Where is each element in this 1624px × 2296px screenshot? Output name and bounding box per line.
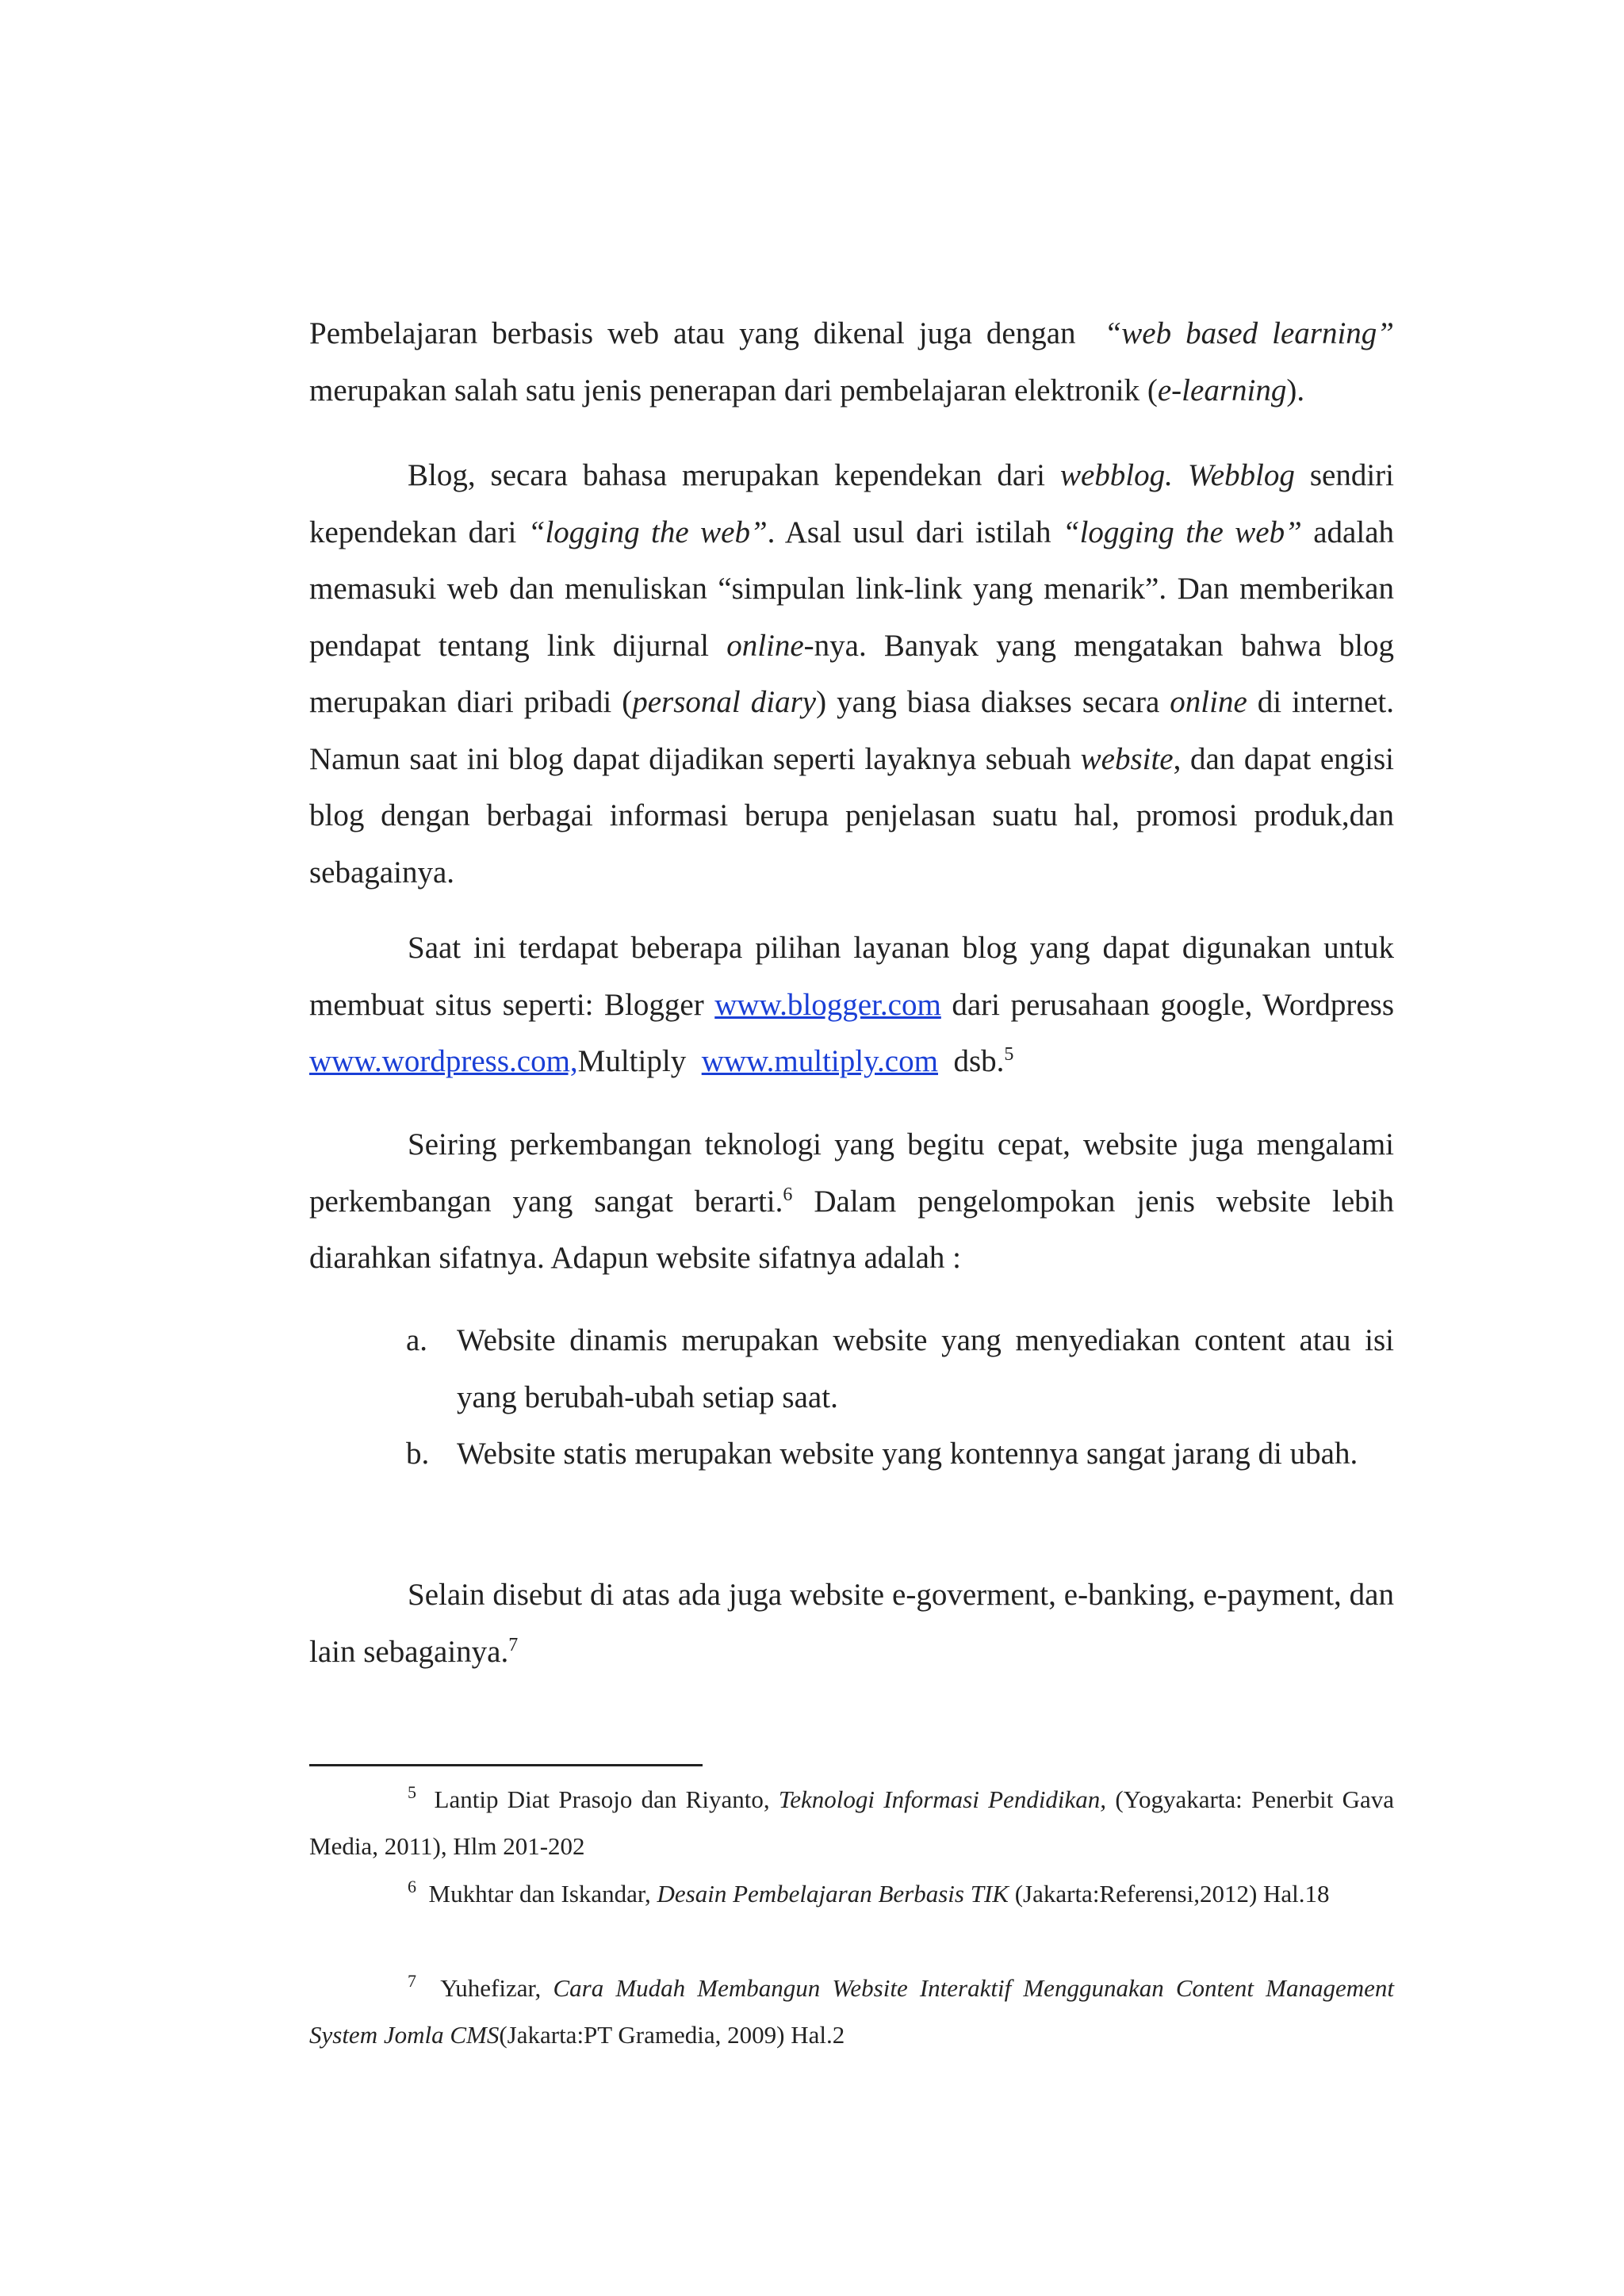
paragraph-other-websites <box>309 1567 1394 1680</box>
text: (Yogyakarta: Penerbit Gava Media, 2011), Hlm 201-202 <box>309 1785 1395 1860</box>
text: Dalam pengelompokan jenis website lebih diarahkan sifatnya. Adapun website sifatnya adalah : <box>309 1184 1394 1275</box>
link-blogger[interactable]: www.blogger.com <box>714 987 941 1022</box>
text: Yuhefizar, <box>440 1974 542 2002</box>
paragraph-3 <box>309 920 1394 1090</box>
italic-term: “web based learning” <box>1104 316 1394 350</box>
list-item <box>406 1312 1394 1425</box>
paragraph-web-based-learning <box>309 305 1394 419</box>
paragraph-5 <box>309 1567 1394 1680</box>
list-item <box>406 1425 1394 1483</box>
text: Saat ini terdapat beberapa pilihan layanan blog yang dapat digunakan untuk membuat situs seperti: Blogger <box>309 931 1394 1022</box>
italic-term: online <box>726 628 804 663</box>
text: merupakan salah satu jenis penerapan dari pembelajaran elektronik ( <box>309 373 1158 408</box>
text: sendiri kependekan dari <box>309 458 1394 549</box>
footnote-6 <box>309 1870 1394 1917</box>
italic-term: online <box>1170 685 1247 719</box>
website-types-list <box>406 1312 1394 1483</box>
footnote-number: 5 <box>408 1782 416 1802</box>
link-wordpress[interactable]: www.wordpress.com, <box>309 1044 578 1078</box>
text: Lantip Diat Prasojo dan Riyanto, <box>434 1785 770 1813</box>
text: , dan dapat engisi blog dengan berbagai informasi berupa penjelasan suatu hal, promosi produk,dan sebagainya. <box>309 741 1394 890</box>
footnote-ref-7: 7 <box>508 1634 519 1655</box>
text: (Jakarta:Referensi,2012) Hal.18 <box>1014 1880 1330 1908</box>
text: Selain disebut di atas ada juga website e-goverment, e-banking, e-payment, dan lain sebagainya. <box>309 1578 1394 1669</box>
list-marker: a. <box>406 1323 428 1357</box>
footnote-number: 7 <box>408 1971 416 1991</box>
text: -nya. Banyak yang mengatakan bahwa blog merupakan diari pribadi ( <box>309 628 1395 719</box>
italic-term: “logging the web” <box>1062 515 1302 549</box>
italic-title: Teknologi Informasi Pendidikan, <box>778 1785 1107 1813</box>
paragraph-4 <box>309 1116 1394 1287</box>
text: ). <box>1286 373 1305 408</box>
list-item-text: Website statis merupakan website yang kontennya sangat jarang di ubah. <box>457 1437 1358 1471</box>
footnote-ref-6: 6 <box>783 1184 793 1205</box>
text: . Asal usul dari istilah <box>767 515 1051 549</box>
paragraph-website-development <box>309 1116 1394 1287</box>
footnote-5 <box>309 1776 1394 1869</box>
list-item-text: Website dinamis merupakan website yang menyediakan content atau isi yang berubah-ubah setiap saat. <box>457 1323 1394 1414</box>
text: (Jakarta:PT Gramedia, 2009) Hal.2 <box>499 2021 845 2049</box>
text: Multiply <box>577 1044 687 1078</box>
italic-term: webblog. Webblog <box>1059 458 1295 492</box>
text: dsb. <box>953 1044 1005 1078</box>
text: Pembelajaran berbasis web atau yang dikenal juga dengan <box>309 316 1076 350</box>
text: Blog, secara bahasa merupakan kependekan dari <box>408 458 1046 492</box>
text: Mukhtar dan Iskandar, <box>428 1880 651 1908</box>
text: adalah memasuki web dan menuliskan “simpulan link-link yang menarik”. Dan memberikan pendapat tentang link dijurnal <box>309 515 1395 663</box>
footnote-separator <box>309 1764 703 1766</box>
footnote-7 <box>309 1965 1394 2058</box>
italic-term: website <box>1080 741 1174 776</box>
italic-term: “logging the web” <box>527 515 768 549</box>
footnote-number: 6 <box>408 1877 416 1896</box>
paragraph-blog-services <box>309 920 1394 1090</box>
italic-term: e-learning <box>1157 373 1287 408</box>
italic-term: personal diary <box>632 685 817 719</box>
paragraph-2 <box>309 447 1394 901</box>
text: dari perusahaan google, Wordpress <box>952 987 1394 1022</box>
paragraph-blog-definition <box>309 447 1394 901</box>
text: di internet. Namun saat ini blog dapat dijadikan seperti layaknya sebuah <box>309 685 1394 776</box>
italic-title: Desain Pembelajaran Berbasis TIK <box>657 1880 1009 1908</box>
text: Seiring perkembangan teknologi yang begitu cepat, website juga mengalami perkembangan yang sangat berarti. <box>309 1127 1394 1219</box>
italic-title: Cara Mudah Membangun Website Interaktif Menggunakan Content Management System Jomla CMS <box>309 1974 1395 2049</box>
link-multiply[interactable]: www.multiply.com <box>701 1044 938 1078</box>
text: ) yang biasa diakses secara <box>816 685 1160 719</box>
paragraph-1 <box>309 305 1394 419</box>
footnote-ref-5: 5 <box>1004 1044 1014 1065</box>
list-marker: b. <box>406 1437 430 1471</box>
